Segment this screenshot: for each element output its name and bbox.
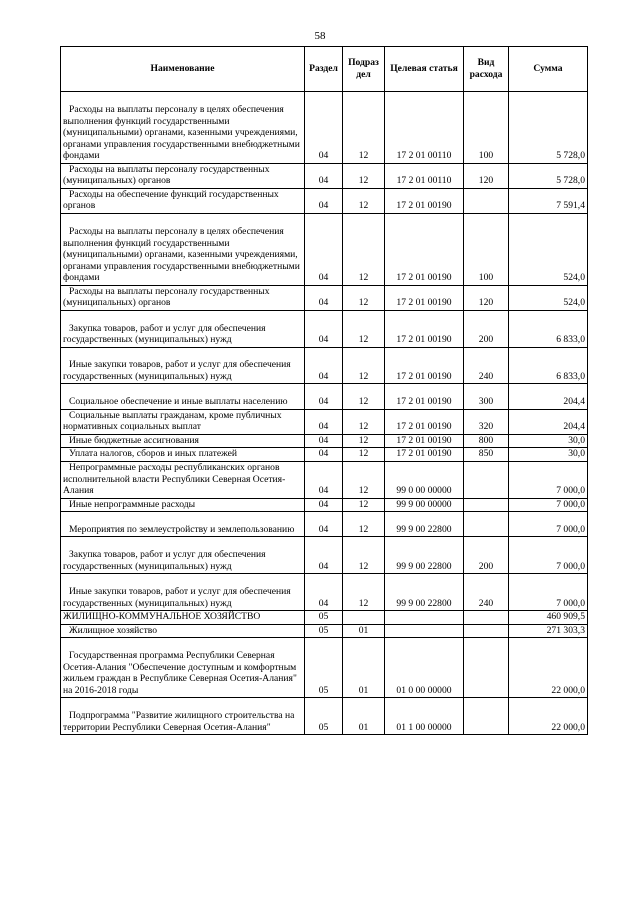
table-row: [61, 537, 588, 574]
row-kind: [464, 624, 509, 638]
row-kind: 850: [464, 448, 509, 462]
budget-table: [60, 46, 588, 735]
row-article: 99 9 00 22800: [385, 537, 464, 574]
row-name: Социальное обеспечение и иные выплаты населению: [61, 384, 305, 409]
row-section: 04: [305, 310, 343, 347]
row-name: Государственная программа Республики Северная Осетия-Алания "Обеспечение доступным и комфортным жильем граждан в Республике Северная Осетия-Алания" на 2016-2018 годы: [61, 638, 305, 698]
row-subsection: [343, 611, 385, 625]
header-name: Наименование: [61, 47, 305, 92]
row-sum: 7 000,0: [509, 574, 588, 611]
table-row: [61, 310, 588, 347]
row-sum: 524,0: [509, 213, 588, 285]
row-article: 17 2 01 00190: [385, 384, 464, 409]
row-kind: 240: [464, 347, 509, 384]
row-sum: 5 728,0: [509, 163, 588, 188]
row-article: 99 9 00 22800: [385, 574, 464, 611]
row-article: 17 2 01 00190: [385, 188, 464, 213]
header-section: Раздел: [305, 47, 343, 92]
row-kind: 300: [464, 384, 509, 409]
row-subsection: 12: [343, 574, 385, 611]
header-kind: Вид расхода: [464, 47, 509, 92]
row-sum: 204,4: [509, 409, 588, 434]
table-row: [61, 285, 588, 310]
row-sum: 5 728,0: [509, 92, 588, 164]
row-article: 17 2 01 00190: [385, 448, 464, 462]
row-sum: 7 000,0: [509, 498, 588, 512]
row-kind: 240: [464, 574, 509, 611]
row-kind: 200: [464, 537, 509, 574]
row-subsection: 12: [343, 409, 385, 434]
row-article: 17 2 01 00190: [385, 347, 464, 384]
row-kind: 100: [464, 92, 509, 164]
row-sum: 22 000,0: [509, 638, 588, 698]
row-article: 17 2 01 00190: [385, 285, 464, 310]
row-sum: 204,4: [509, 384, 588, 409]
row-article: 99 0 00 00000: [385, 461, 464, 498]
row-name: Мероприятия по землеустройству и землепользованию: [61, 512, 305, 537]
row-kind: 800: [464, 434, 509, 448]
row-article: 99 9 00 00000: [385, 498, 464, 512]
row-sum: 271 303,3: [509, 624, 588, 638]
header-subsection: Подраз дел: [343, 47, 385, 92]
row-name: Жилищное хозяйство: [61, 624, 305, 638]
table-row: [61, 163, 588, 188]
table-row: [61, 611, 588, 625]
table-row: [61, 213, 588, 285]
row-article: 01 1 00 00000: [385, 698, 464, 735]
row-article: 17 2 01 00190: [385, 310, 464, 347]
row-section: 04: [305, 512, 343, 537]
row-kind: 320: [464, 409, 509, 434]
row-section: 04: [305, 434, 343, 448]
row-name: Закупка товаров, работ и услуг для обеспечения государственных (муниципальных) нужд: [61, 310, 305, 347]
row-section: 04: [305, 537, 343, 574]
table-row: [61, 461, 588, 498]
row-article: [385, 624, 464, 638]
row-article: 17 2 01 00190: [385, 409, 464, 434]
row-subsection: 12: [343, 498, 385, 512]
table-row: [61, 188, 588, 213]
row-subsection: 12: [343, 347, 385, 384]
row-sum: 460 909,5: [509, 611, 588, 625]
page-number: 58: [314, 30, 326, 42]
table-row: [61, 92, 588, 164]
table-row: [61, 498, 588, 512]
row-sum: 524,0: [509, 285, 588, 310]
row-name: Расходы на выплаты персоналу государственных (муниципальных) органов: [61, 163, 305, 188]
row-section: 04: [305, 163, 343, 188]
row-section: 05: [305, 624, 343, 638]
row-name: Закупка товаров, работ и услуг для обеспечения государственных (муниципальных) нужд: [61, 537, 305, 574]
row-sum: 6 833,0: [509, 347, 588, 384]
row-article: 17 2 01 00190: [385, 434, 464, 448]
row-sum: 7 000,0: [509, 537, 588, 574]
row-section: 04: [305, 461, 343, 498]
row-name: Уплата налогов, сборов и иных платежей: [61, 448, 305, 462]
row-name: Расходы на обеспечение функций государственных органов: [61, 188, 305, 213]
table-row: [61, 347, 588, 384]
row-name: ЖИЛИЩНО-КОММУНАЛЬНОЕ ХОЗЯЙСТВО: [61, 611, 305, 625]
row-article: 99 9 00 22800: [385, 512, 464, 537]
row-section: 04: [305, 498, 343, 512]
row-sum: 7 000,0: [509, 461, 588, 498]
row-kind: [464, 638, 509, 698]
row-article: 01 0 00 00000: [385, 638, 464, 698]
row-section: 04: [305, 384, 343, 409]
row-name: Иные закупки товаров, работ и услуг для обеспечения государственных (муниципальных) нужд: [61, 347, 305, 384]
row-kind: [464, 698, 509, 735]
table-row: [61, 448, 588, 462]
row-kind: 100: [464, 213, 509, 285]
row-name: Иные непрограммные расходы: [61, 498, 305, 512]
table-row: [61, 434, 588, 448]
row-name: Расходы на выплаты персоналу государственных (муниципальных) органов: [61, 285, 305, 310]
row-subsection: 01: [343, 624, 385, 638]
header-article: Целевая статья: [385, 47, 464, 92]
row-subsection: 12: [343, 537, 385, 574]
row-kind: 120: [464, 163, 509, 188]
row-sum: 30,0: [509, 448, 588, 462]
row-section: 04: [305, 448, 343, 462]
row-section: 05: [305, 698, 343, 735]
header-sum: Сумма: [509, 47, 588, 92]
row-article: [385, 611, 464, 625]
row-sum: 22 000,0: [509, 698, 588, 735]
table-row: [61, 624, 588, 638]
table-row: [61, 384, 588, 409]
row-subsection: 12: [343, 512, 385, 537]
row-subsection: 12: [343, 384, 385, 409]
row-kind: [464, 611, 509, 625]
row-sum: 7 591,4: [509, 188, 588, 213]
row-section: 04: [305, 285, 343, 310]
row-name: Социальные выплаты гражданам, кроме публичных нормативных социальных выплат: [61, 409, 305, 434]
row-subsection: 12: [343, 310, 385, 347]
row-subsection: 12: [343, 434, 385, 448]
row-article: 17 2 01 00110: [385, 163, 464, 188]
row-section: 05: [305, 638, 343, 698]
row-section: 04: [305, 409, 343, 434]
row-kind: [464, 461, 509, 498]
row-sum: 30,0: [509, 434, 588, 448]
row-kind: [464, 498, 509, 512]
row-name: Расходы на выплаты персоналу в целях обеспечения выполнения функций государственными (муниципальными) органами, казенными учреждениями, органами управления государственными внебюджетными фондами: [61, 92, 305, 164]
row-article: 17 2 01 00110: [385, 92, 464, 164]
row-section: 05: [305, 611, 343, 625]
row-section: 04: [305, 213, 343, 285]
row-section: 04: [305, 92, 343, 164]
row-name: Иные закупки товаров, работ и услуг для обеспечения государственных (муниципальных) нужд: [61, 574, 305, 611]
row-subsection: 12: [343, 163, 385, 188]
row-kind: 120: [464, 285, 509, 310]
row-subsection: 12: [343, 448, 385, 462]
row-section: 04: [305, 188, 343, 213]
row-sum: 7 000,0: [509, 512, 588, 537]
row-section: 04: [305, 347, 343, 384]
table-row: [61, 638, 588, 698]
row-subsection: 12: [343, 92, 385, 164]
row-kind: [464, 512, 509, 537]
row-sum: 6 833,0: [509, 310, 588, 347]
row-subsection: 01: [343, 638, 385, 698]
table-header-row: [61, 47, 588, 92]
row-subsection: 12: [343, 461, 385, 498]
table-row: [61, 512, 588, 537]
row-name: Иные бюджетные ассигнования: [61, 434, 305, 448]
row-name: Непрограммные расходы республиканских органов исполнительной власти Республики Северная Осетия-Алания: [61, 461, 305, 498]
row-subsection: 12: [343, 188, 385, 213]
row-section: 04: [305, 574, 343, 611]
row-subsection: 12: [343, 285, 385, 310]
row-name: Расходы на выплаты персоналу в целях обеспечения выполнения функций государственными (муниципальными) органами, казенными учреждениями, органами управления государственными внебюджетными фондами: [61, 213, 305, 285]
row-subsection: 12: [343, 213, 385, 285]
table-row: [61, 574, 588, 611]
row-article: 17 2 01 00190: [385, 213, 464, 285]
table-row: [61, 698, 588, 735]
row-subsection: 01: [343, 698, 385, 735]
row-name: Подпрограмма "Развитие жилищного строительства на территории Республики Северная Осетия-Алания": [61, 698, 305, 735]
row-kind: [464, 188, 509, 213]
table-row: [61, 409, 588, 434]
row-kind: 200: [464, 310, 509, 347]
